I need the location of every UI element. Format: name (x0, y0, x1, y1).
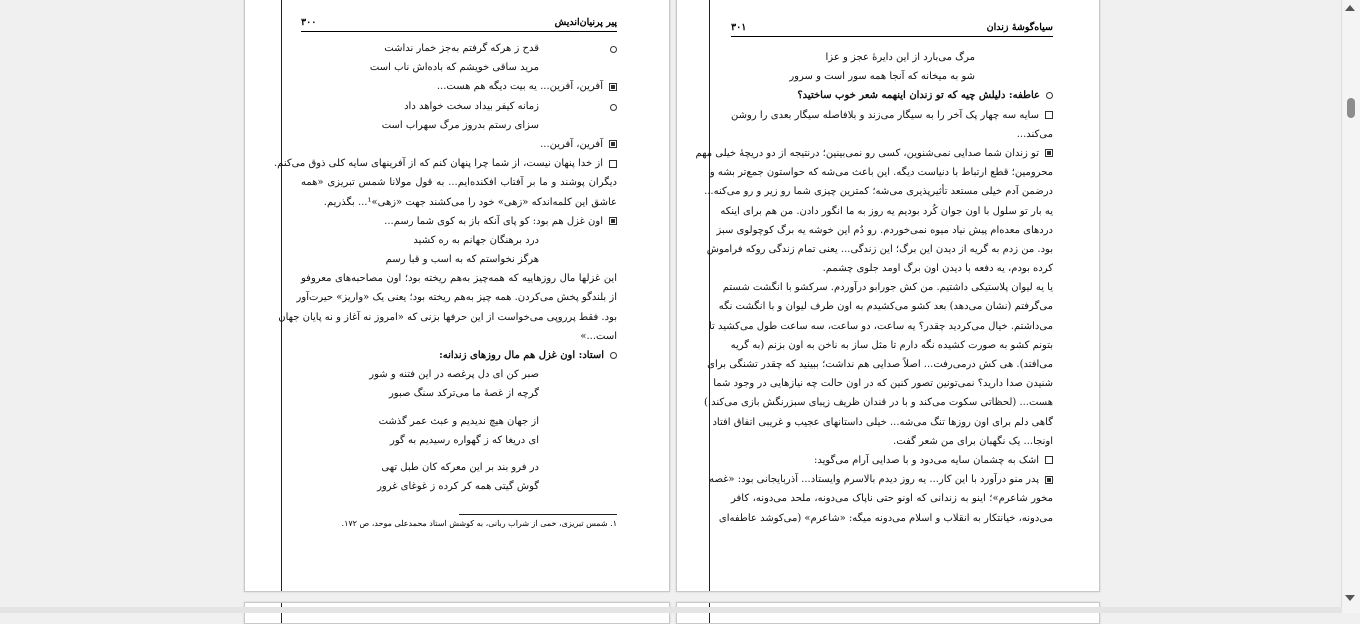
next-right-page (676, 602, 1100, 624)
line-text: سزای رستم بدروز مرگ سهراب است (381, 119, 539, 131)
verse-line (301, 477, 617, 496)
prose-line (718, 509, 1053, 528)
line-text: بود. فقط پرروپی می‌خواست از این حرفها بزنی که «امروز نه آغاز و نه پایان جهان (278, 311, 617, 323)
prose-line (709, 470, 1053, 489)
prose-line (720, 202, 1053, 221)
line-text: تو زندان شما صدایی نمی‌شنوین، کسی رو نمی‌بینین؛ درنتیجه از دو دریچهٔ خیلی مهم (695, 147, 1039, 159)
verse-line (731, 48, 1053, 67)
margin-rule (709, 603, 710, 623)
line-text: عاطفه: دلیلش چیه که تو زندان اینهمه شعر خوب ساختید؟ (797, 90, 1040, 102)
running-title: پیر پرنیان‌اندیش (554, 17, 617, 28)
verse-line (301, 231, 617, 250)
prose-line (713, 374, 1053, 393)
verse-line (301, 412, 617, 431)
line-text: بتونم کشو به صورت کشیده نگه دارم تا مثل ساز به ناخن به اون بزنم (به گریه (730, 339, 1053, 351)
prose-line (707, 355, 1053, 374)
line-text: می‌گرفتم (نشان می‌دهد) بعد کشو می‌کشیدم به اون طرف لیوان و با انگشت نگه (718, 301, 1053, 313)
line-text: هست... (لحظاتی سکوت می‌کند و با در قندان ظریف زیبای سبزرنگش بازی می‌کند.) (704, 397, 1053, 409)
circle-bullet-icon (610, 104, 617, 111)
prose-line (722, 278, 1053, 297)
prose-line (301, 173, 617, 192)
line-text: است...» (580, 330, 617, 342)
horizontal-scrollbar[interactable] (0, 607, 1342, 613)
margin-rule (281, 0, 282, 591)
line-text: عاشق این کلمه‌اندکه «زهی» خود را می‌کشند جهت «زهی»¹... بگذریم. (323, 196, 617, 208)
verse-gap (301, 404, 617, 412)
verse-line (301, 97, 617, 116)
footnote: ۱. شمس تبریزی، خمی از شراب ربانی، به کوشش استاد محمدعلی موحد، ص ۱۷۲. (341, 519, 617, 528)
speaker-line (731, 86, 1053, 105)
square-bullet-icon (609, 160, 617, 168)
prose-line (296, 288, 617, 307)
verse-line (301, 431, 617, 450)
prose-line (706, 240, 1053, 259)
prose-line (731, 106, 1053, 125)
line-text: صبر کن ای دل پرغصه در این فتنه و شور (369, 369, 539, 381)
line-text: گرچه از غصهٔ ما می‌ترکد سنگ صبور (388, 388, 539, 400)
prose-line (704, 182, 1053, 201)
filled-square-bullet-icon (1045, 476, 1053, 484)
line-text: شنیدن صدا دارید؟ نمی‌تونین تصور کنین که در اون حالت چه نیازهایی در وجود شما (713, 378, 1053, 390)
right-page (676, 0, 1100, 592)
line-text: آفرین، آفرین... یه بیت دیگه هم هست... (436, 81, 603, 93)
prose-line (301, 327, 617, 346)
line-text: می‌کند... (1016, 128, 1053, 140)
filled-square-bullet-icon (1045, 149, 1053, 157)
line-text: درد برهنگان جهانم به ره کشید (413, 234, 539, 246)
line-text: اونجا... یک نگهبان برای من شعر گفت. (893, 435, 1053, 447)
line-text: قدح ز هرکه گرفتم به‌جز خمار نداشت (384, 43, 539, 54)
line-text: استاد: اون غزل هم مال روزهای زندانه: (439, 350, 604, 361)
verse-line (301, 39, 617, 58)
line-text: از جهان هیچ ندیدیم و عبث عمر گذشت (378, 415, 539, 427)
line-text: مرگ می‌بارد از این دایرهٔ عجز و عزا (825, 52, 975, 63)
filled-square-bullet-icon (609, 217, 617, 225)
prose-line (301, 212, 617, 231)
line-text: پدر منو درآورد با این کار... یه روز دیدم بالاسرم وایستاد... آذربایجانی بود: «غصه (709, 474, 1039, 486)
verse-line (731, 67, 1053, 86)
line-text: یه بار تو سلول با اون جوان کُرد بودیم یه روز به ما انگور دادن. من هم برای اینکه (720, 205, 1053, 217)
prose-line (278, 308, 617, 327)
line-text: اشک به چشمان سایه می‌دود و با صدایی آرام می‌گوید: (813, 454, 1039, 466)
prose-line (718, 297, 1053, 316)
verse-line (301, 58, 617, 77)
prose-line (301, 193, 617, 212)
margin-rule (709, 0, 710, 591)
line-text: شو به میخانه که آنجا همه سور است و سرور (789, 71, 975, 83)
filled-square-bullet-icon (609, 140, 617, 148)
line-text: مخور شاعرم»؛ اینو به زندانی که اونو حتی ناپاک می‌دونه، ملحد می‌دونه، کافر (731, 493, 1053, 505)
line-text: در فرو بند بر این معرکه کان طبل تهی (381, 461, 539, 473)
line-text: می‌افتد). هی کش درمی‌رفت... اصلاً صدایی هم نداشت؛ ببینید که چقدر تشنگی برای (707, 359, 1053, 370)
page-header (731, 22, 1053, 37)
prose-line (695, 144, 1053, 163)
line-text: این غزلها مال روزهاییه که همه‌چیز به‌هم ریخته بود؛ اون مصاحبه‌های معروفو (301, 273, 617, 285)
line-text: سایه سه چهار پک آخر را به سیگار می‌زند و بلافاصله سیگار بعدی را روشن (731, 109, 1039, 121)
filled-square-bullet-icon (609, 83, 617, 91)
verse-line (301, 458, 617, 477)
verse-line (301, 384, 617, 403)
line-text: ای دریغا که ز گهواره رسیدیم به گور (390, 434, 539, 446)
prose-line (731, 432, 1053, 451)
page-header (301, 17, 617, 32)
line-text: می‌دونه، خیانتکار به انقلاب و اسلام می‌دونه میگه: «شاعرم» (می‌کوشد عاطفه‌ای (718, 512, 1053, 524)
line-text: اون غزل هم بود: کو پای آنکه باز به کوی شما رسم... (384, 215, 603, 227)
scrollbar-thumb[interactable] (1347, 98, 1355, 118)
line-text: درضمن آدم خیلی مستعد تأثیرپذیری می‌شه؛ کمترین چیزی شما رو زیر و رو می‌کنه... (704, 186, 1053, 198)
scroll-up-icon[interactable] (1345, 5, 1355, 11)
line-text: از خدا پنهان نیست، از شما چرا پنهان کنم که از آفرینهای سایه کلی ذوق می‌کنم. (273, 158, 603, 170)
speaker-line (301, 346, 617, 365)
line-text: کرده بودم، یه دفعه با دیدن اون برگ اومد جلوی چشمم. (822, 263, 1053, 275)
prose-line (731, 259, 1053, 278)
line-text: از بلندگو پخش می‌کردن. همه چیز به‌هم ریخته بود؛ یعنی یک «واریز» حیرت‌آور (296, 292, 617, 304)
margin-rule (281, 603, 282, 623)
vertical-scrollbar[interactable] (1341, 0, 1360, 613)
verse-line (301, 250, 617, 269)
line-text: زمانه کیفر بیداد سخت خواهد داد (404, 100, 539, 112)
line-text: محرومین؛ قطع ارتباط با دنیاست دیگه. این باعث می‌شه که حواستون جمع‌تر بشه و (709, 167, 1053, 179)
prose-line (716, 221, 1053, 240)
circle-bullet-icon (610, 46, 617, 53)
line-text: مرید ساقی خویشم که باده‌اش ناب است (369, 62, 539, 74)
square-bullet-icon (1045, 111, 1053, 119)
prose-line (731, 125, 1053, 144)
prose-line (731, 489, 1053, 508)
circle-bullet-icon (1046, 92, 1053, 99)
prose-line (731, 451, 1053, 470)
scroll-down-icon[interactable] (1345, 595, 1355, 601)
prose-line (301, 269, 617, 288)
running-title: سیاه‌گوشهٔ زندان (986, 22, 1053, 33)
line-text: یا یه لیوان پلاستیکی داشتیم. من کش جورابو درآوردم. سرکشو با انگشت شستم (722, 282, 1053, 294)
line-text: می‌داشتم. خیال می‌کردید چقدر؟ یه ساعت، دو ساعت، سه ساعت طول می‌کشید تا (708, 320, 1053, 332)
prose-line (731, 336, 1053, 355)
page-number: ۳۰۱ (731, 22, 747, 33)
line-text: هرگز نخواستم که به اسب و قبا رسم (385, 254, 539, 266)
left-page (244, 0, 670, 592)
line-text: بود. من زدم به گریه از دیدن این برگ؛ این زندگی... یعنی تمام زندگی روکه فراموش (706, 243, 1053, 255)
line-text: دردهای معده‌ام پیش نیاد میوه نمی‌خوردم. رو دُم این خوشه یه برگ کوچولوی سبز (716, 224, 1053, 236)
line-text: دیگران پوشند و ما بر آفتاب افکنده‌ایم... به قول مولانا شمس تبریزی «همه (301, 177, 617, 189)
prose-line (704, 393, 1053, 412)
prose-line (273, 154, 617, 173)
circle-bullet-icon (610, 352, 617, 359)
square-bullet-icon (1045, 456, 1053, 464)
footnote-rule (459, 514, 617, 515)
prose-line (709, 163, 1053, 182)
page-number: ۳۰۰ (301, 17, 317, 28)
next-left-page (244, 602, 670, 624)
prose-line (301, 77, 617, 96)
line-text: آفرین، آفرین... (540, 138, 603, 150)
verse-gap (301, 450, 617, 458)
page-text (273, 39, 617, 496)
page-text (695, 48, 1053, 528)
prose-line (712, 413, 1053, 432)
verse-line (301, 116, 617, 135)
line-text: گاهی دلم برای اون روزها تنگ می‌شه... خیلی داستانهای عجیب و غریبی اتفاق افتاد (712, 416, 1053, 428)
prose-line (708, 317, 1053, 336)
line-text: گوش گیتی همه کر کرده ز غوغای غرور (377, 481, 539, 493)
verse-line (301, 365, 617, 384)
prose-line (301, 135, 617, 154)
